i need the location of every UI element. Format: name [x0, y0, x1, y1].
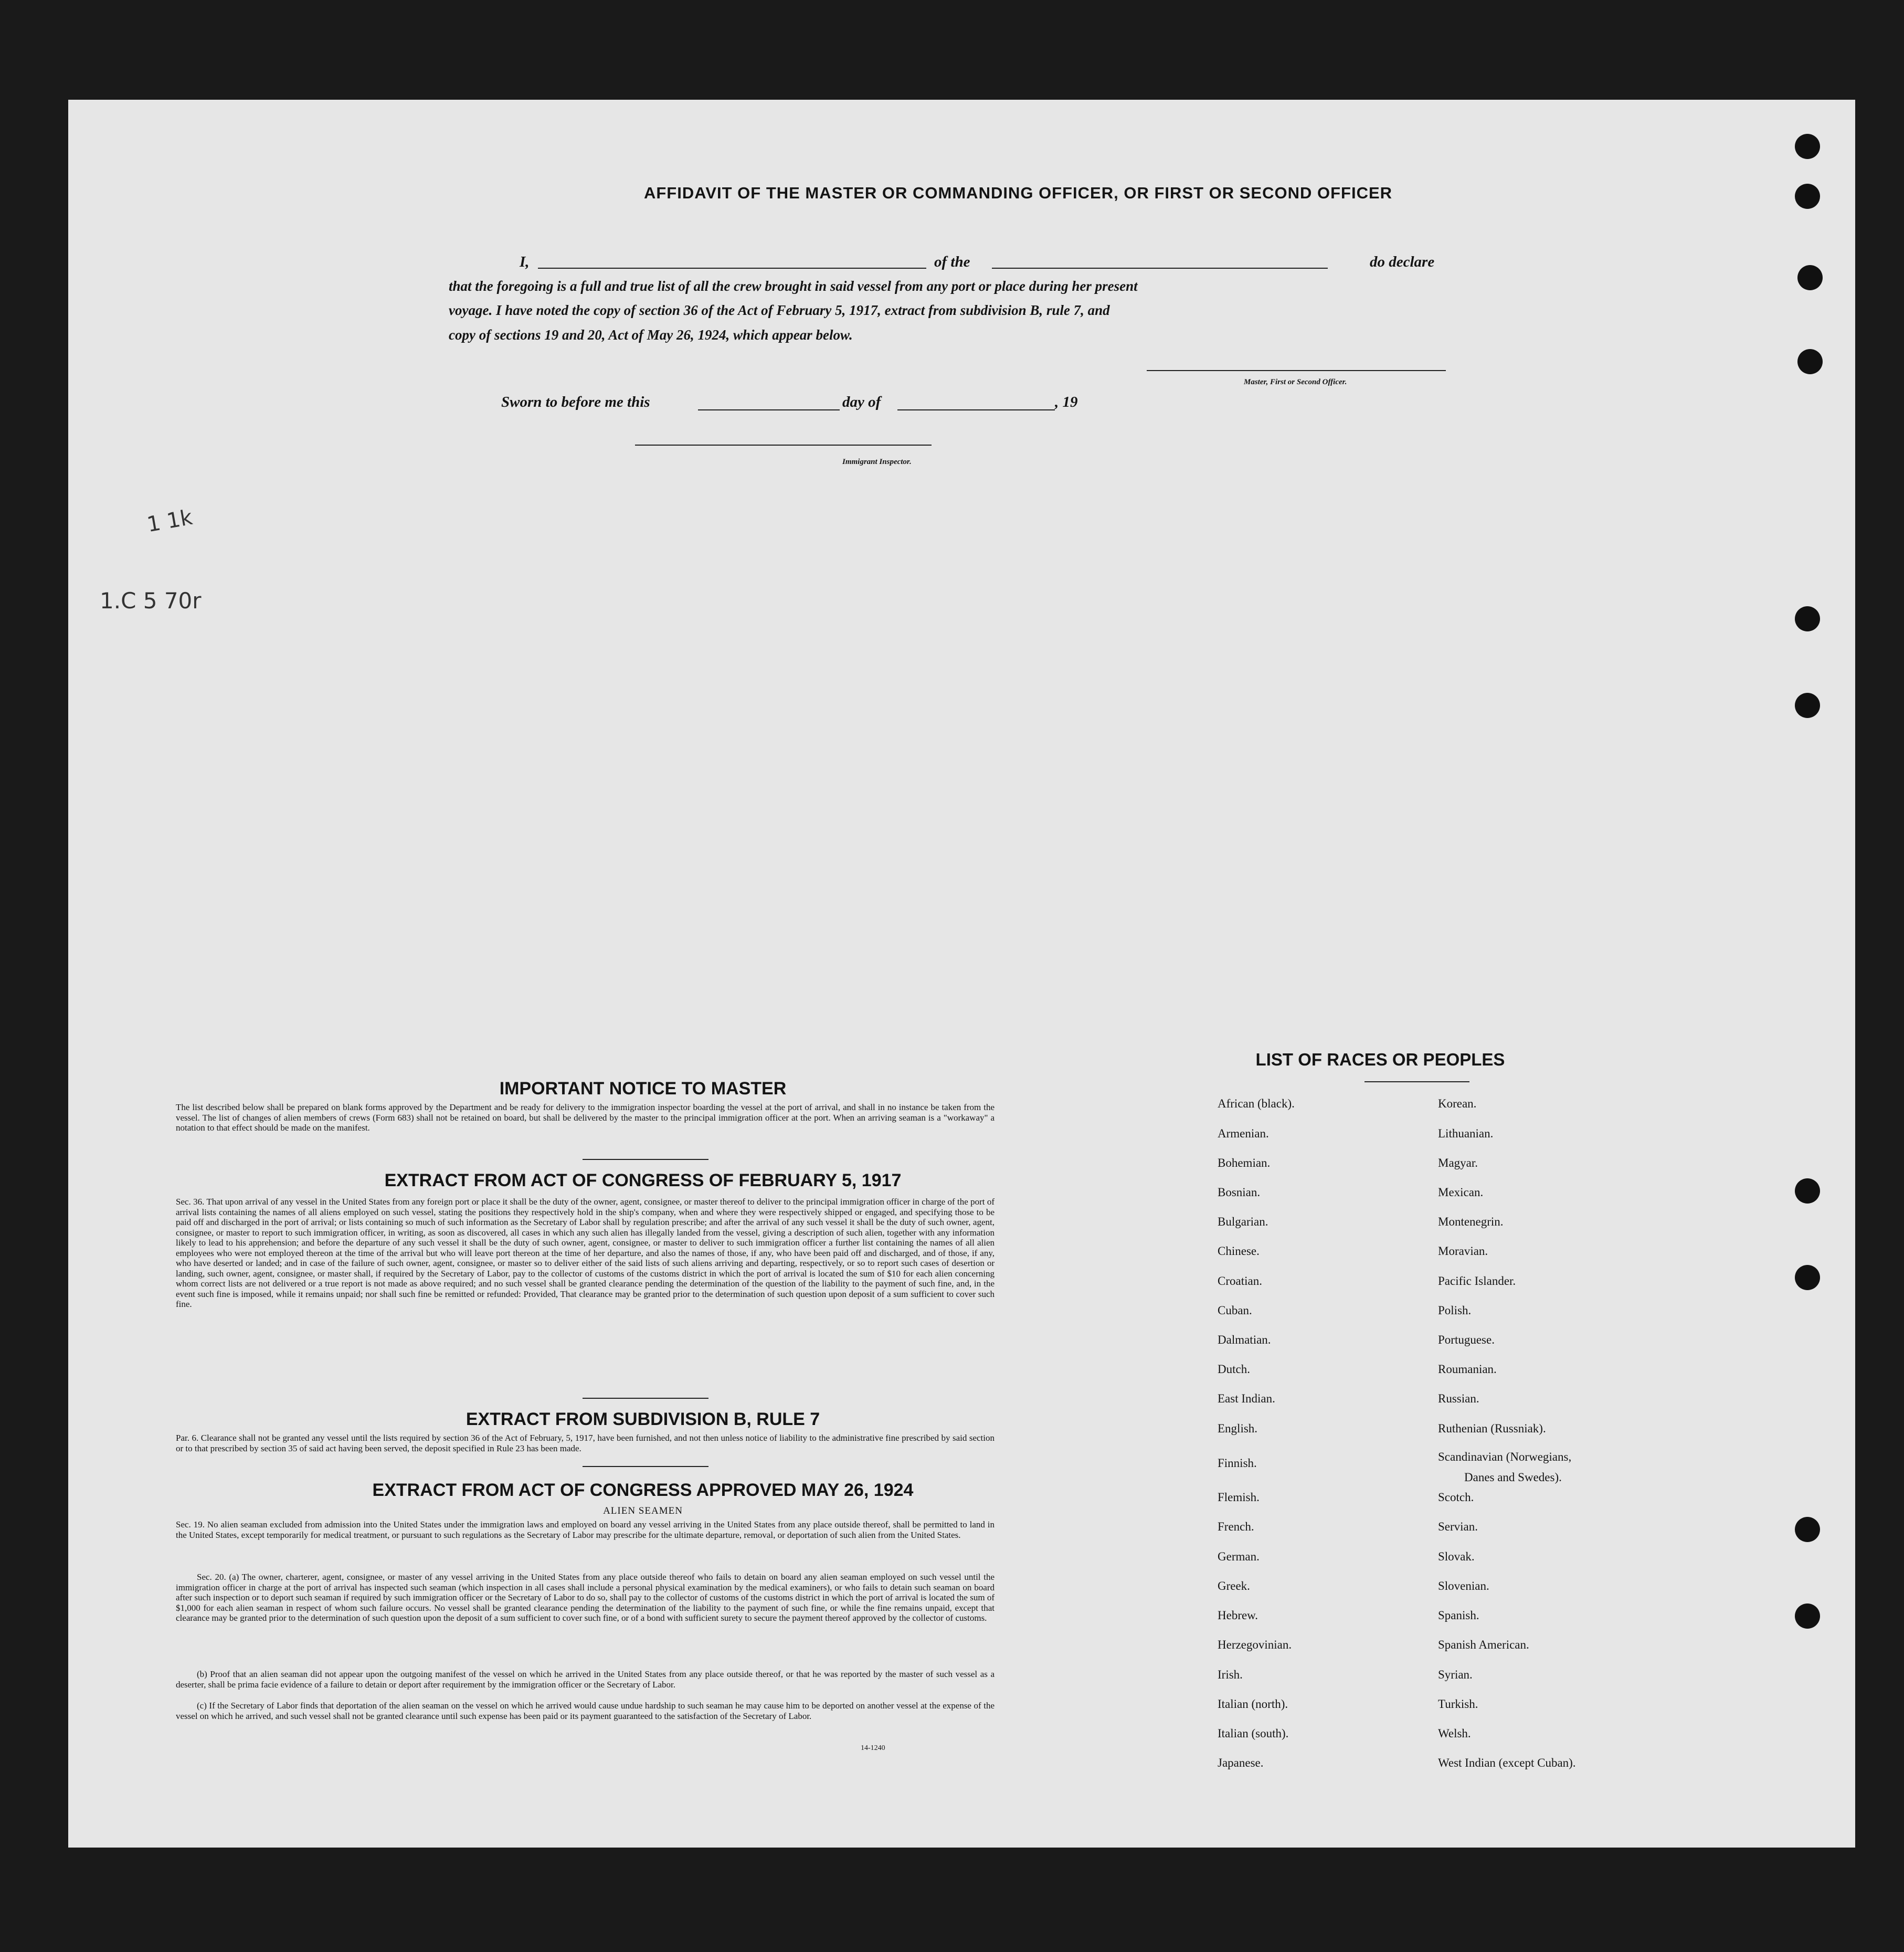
punch-hole — [1795, 184, 1820, 209]
punch-hole — [1795, 134, 1820, 159]
race-item: Flemish. — [1218, 1491, 1260, 1504]
affidavit-title: AFFIDAVIT OF THE MASTER OR COMMANDING OFFICER, OR FIRST OR SECOND OFFICER — [643, 184, 1393, 202]
extract-1924-sec20a: Sec. 20. (a) The owner, charterer, agent, consignee, or master of any vessel arriving in the United States from any place outside thereof who fails to detain on board any alien seaman employed on such vessel until the immigration officer in charge at the port of arrival has inspected such seaman (which inspection in all cases shall include a personal physical examination by the medical examiners), or who fails to detain such seaman on board after such inspection or to deport such seaman if required by such immigration officer or the Secretary of Labor to do so, shall pay to the collector of customs of the customs district in which the port of arrival is located the sum of $1,000 for each alien seaman in respect of whom such failure occurs. No vessel shall be granted clearance pending the determination of the liability to the payment of such fine, or while the fine remains unpaid, except that clearance may be granted prior to the determination of such question upon the deposit of a sum sufficient to cover such fine, or of a bond with sufficient surety to secure the payment thereof approved by the collector of customs. — [176, 1572, 995, 1623]
notice-body: The list described below shall be prepared on blank forms approved by the Department and be ready for delivery to the immigration inspector boarding the vessel at the port of arrival, and shall in no instance be taken from the vessel. The list of changes of alien members of crews (Form 683) shall not be retained on board, but shall be delivered by the master to the principal immigration officer at the port. When an arriving seaman is a "workaway" a notation to that effect should be made on the manifest. — [176, 1102, 995, 1133]
race-item: Spanish American. — [1438, 1638, 1529, 1651]
affidavit-of-the-label: of the — [934, 254, 970, 270]
punch-hole — [1795, 1178, 1820, 1204]
race-item: Portuguese. — [1438, 1333, 1495, 1346]
master-signature-line — [1147, 370, 1446, 371]
race-item: Scotch. — [1438, 1491, 1474, 1504]
race-item: Lithuanian. — [1438, 1127, 1494, 1140]
race-item: French. — [1218, 1520, 1254, 1533]
document-page — [68, 100, 1855, 1848]
race-item: Turkish. — [1438, 1697, 1478, 1711]
race-item: Moravian. — [1438, 1244, 1488, 1258]
race-item-scandinavian-continued: Danes and Swedes). — [1464, 1471, 1562, 1484]
notice-title: IMPORTANT NOTICE TO MASTER — [499, 1079, 787, 1099]
extract-1917-title: EXTRACT FROM ACT OF CONGRESS OF FEBRUARY 5, 1917 — [384, 1170, 902, 1190]
extract-1917-body: Sec. 36. That upon arrival of any vessel in the United States from any foreign port or place it shall be the duty of the owner, agent, consignee, or master thereof to deliver to the principal immigration officer in charge of the port of arrival lists containing the names of all aliens employed on such vessel, stating the positions they respectively hold in the ship's company, when and where they were respectively shipped or engaged, and specifying those to be paid off and discharged in the port of arrival; or lists containing so much of such information as the Secretary of Labor shall by regulation prescribe; and after the arrival of any such vessel it shall be the duty of such owner, agent, consignee, or master to report to such immigration officer, in writing, as soon as discovered, all cases in which any such alien has illegally landed from the vessel, giving a description of such alien, together with any information likely to lead to his apprehension; and before the departure of any such vessel it shall be the duty of such owner, agent, consignee, or master to deliver to such immigration officer a further list containing the names of all alien employees who were not employed thereon at the time of the arrival but who will leave port thereon at the time of her departure, and also the names of those, if any, who have been paid off and discharged, and of those, if any, who have deserted or landed; and in case of the failure of such owner, agent, consignee, or master so to deliver either of the said lists of such aliens arriving and departing, respectively, or so to report such cases of desertion or landing, such owner, agent, consignee, or master shall, if required by the Secretary of Labor, pay to the collector of customs of the customs district in which the port of arrival is located the sum of $10 for each alien concerning whom correct lists are not delivered or a true report is not made as above required; and no such vessel shall be granted clearance pending the determination of the question of the liability to the payment of such fine, and, in the event such fine is imposed, while it remains unpaid; nor shall such fine be remitted or refunded: Provided, That clearance may be granted prior to the determination of such question upon deposit of a sum sufficient to cover such fine. — [176, 1197, 995, 1309]
race-item: Welsh. — [1438, 1727, 1471, 1740]
race-item: Polish. — [1438, 1304, 1472, 1317]
race-item: Bosnian. — [1218, 1186, 1261, 1199]
punch-hole — [1795, 1265, 1820, 1290]
race-item: English. — [1218, 1422, 1258, 1435]
sworn-year: , 19 — [1055, 394, 1078, 410]
punch-hole — [1797, 349, 1823, 374]
races-title-underline — [1364, 1081, 1469, 1082]
race-item: East Indian. — [1218, 1392, 1275, 1405]
race-item: Slovenian. — [1438, 1579, 1489, 1592]
race-item: African (black). — [1218, 1097, 1295, 1110]
punch-hole — [1795, 606, 1820, 631]
divider — [583, 1466, 708, 1467]
race-item: Ruthenian (Russniak). — [1438, 1422, 1546, 1435]
affidavit-declare-label: do declare — [1370, 254, 1435, 270]
race-item: Mexican. — [1438, 1186, 1484, 1199]
margin-scribble: 1.C 5 70r — [100, 588, 202, 614]
punch-hole — [1795, 693, 1820, 718]
race-item: Korean. — [1438, 1097, 1477, 1110]
affidavit-i-label: I, — [520, 254, 530, 270]
sworn-prefix: Sworn to before me this — [501, 394, 650, 410]
affidavit-line-3: voyage. I have noted the copy of section 36 of the Act of February 5, 1917, extract from subdivision B, rule 7, and — [449, 302, 1110, 318]
race-item: Italian (north). — [1218, 1697, 1288, 1711]
race-item: Slovak. — [1438, 1550, 1475, 1563]
races-title: LIST OF RACES OR PEOPLES — [1255, 1050, 1505, 1069]
punch-hole — [1797, 265, 1823, 290]
affidavit-vessel-blank — [992, 268, 1328, 269]
race-item: Finnish. — [1218, 1457, 1257, 1470]
race-item: Roumanian. — [1438, 1363, 1497, 1376]
sworn-day-of: day of — [842, 394, 881, 410]
race-item: Armenian. — [1218, 1127, 1269, 1140]
race-item: Greek. — [1218, 1579, 1250, 1592]
race-item: West Indian (except Cuban). — [1438, 1756, 1576, 1769]
affidavit-line-4: copy of sections 19 and 20, Act of May 26, 1924, which appear below. — [449, 327, 853, 343]
punch-hole — [1795, 1603, 1820, 1629]
extract-1924-title: EXTRACT FROM ACT OF CONGRESS APPROVED MAY 26, 1924 — [372, 1480, 914, 1500]
race-item: Dutch. — [1218, 1363, 1250, 1376]
race-item: Dalmatian. — [1218, 1333, 1271, 1346]
race-item: Hebrew. — [1218, 1609, 1258, 1622]
divider — [583, 1398, 708, 1399]
race-item: Croatian. — [1218, 1274, 1262, 1288]
extract-1924-sec20c: (c) If the Secretary of Labor finds that deportation of the alien seaman on the vessel on which he arrived would cause undue hardship to such seaman he may cause him to be deported on another vessel at the expense of the vessel on which he arrived, and such vessel shall not be granted clearance until such expense has been paid or its payment guaranteed to the satisfaction of the Secretary of Labor. — [176, 1701, 995, 1721]
race-item: Spanish. — [1438, 1609, 1479, 1622]
race-item: Syrian. — [1438, 1668, 1473, 1681]
sworn-month-blank — [897, 409, 1055, 410]
race-item: German. — [1218, 1550, 1260, 1563]
alien-seamen-subtitle: ALIEN SEAMEN — [603, 1505, 683, 1516]
race-item: Montenegrin. — [1438, 1215, 1504, 1228]
sworn-day-blank — [698, 409, 840, 410]
affidavit-line-2: that the foregoing is a full and true list of all the crew brought in said vessel from any port or place during her present — [449, 278, 1138, 294]
divider — [583, 1159, 708, 1160]
race-item: Servian. — [1438, 1520, 1478, 1533]
inspector-signature-line — [635, 445, 932, 446]
race-item: Herzegovinian. — [1218, 1638, 1292, 1651]
race-item: Bohemian. — [1218, 1156, 1271, 1169]
race-item: Cuban. — [1218, 1304, 1252, 1317]
extract-rule7-title: EXTRACT FROM SUBDIVISION B, RULE 7 — [466, 1409, 820, 1429]
race-item: Russian. — [1438, 1392, 1479, 1405]
extract-rule7-body: Par. 6. Clearance shall not be granted any vessel until the lists required by section 36 of the Act of February, 5, 1917, have been furnished, and not then unless notice of liability to the administrative fine prescribed by said section or to that prescribed by section 35 of said act having been served, the deposit specified in Rule 23 has been made. — [176, 1433, 995, 1453]
race-item: Irish. — [1218, 1668, 1243, 1681]
punch-hole — [1795, 1517, 1820, 1542]
master-caption: Master, First or Second Officer. — [1244, 378, 1347, 386]
race-item: Chinese. — [1218, 1244, 1260, 1258]
margin-scribble: 1 1k — [145, 505, 195, 537]
form-number: 14-1240 — [861, 1744, 885, 1752]
race-item: Scandinavian (Norwegians, — [1438, 1450, 1572, 1463]
race-item: Magyar. — [1438, 1156, 1478, 1169]
race-item: Bulgarian. — [1218, 1215, 1268, 1228]
race-item: Pacific Islander. — [1438, 1274, 1516, 1288]
affidavit-name-blank — [538, 268, 926, 269]
race-item: Italian (south). — [1218, 1727, 1289, 1740]
extract-1924-sec19: Sec. 19. No alien seaman excluded from admission into the United States under the immigration laws and employed on board any vessel arriving in the United States from any place outside thereof, shall be permitted to land in the United States, except temporarily for medical treatment, or pursuant to such regulations as the Secretary of Labor may prescribe for the ultimate departure, removal, or deportation of such alien from the United States. — [176, 1520, 995, 1540]
inspector-caption: Immigrant Inspector. — [842, 458, 912, 466]
race-item: Japanese. — [1218, 1756, 1264, 1769]
extract-1924-sec20b: (b) Proof that an alien seaman did not appear upon the outgoing manifest of the vessel on which he arrived in the United States from any place outside thereof, or that he was reported by the master of such vessel as a deserter, shall be prima facie evidence of a failure to detain or deport after requirement by the immigration officer or the Secretary of Labor. — [176, 1669, 995, 1690]
